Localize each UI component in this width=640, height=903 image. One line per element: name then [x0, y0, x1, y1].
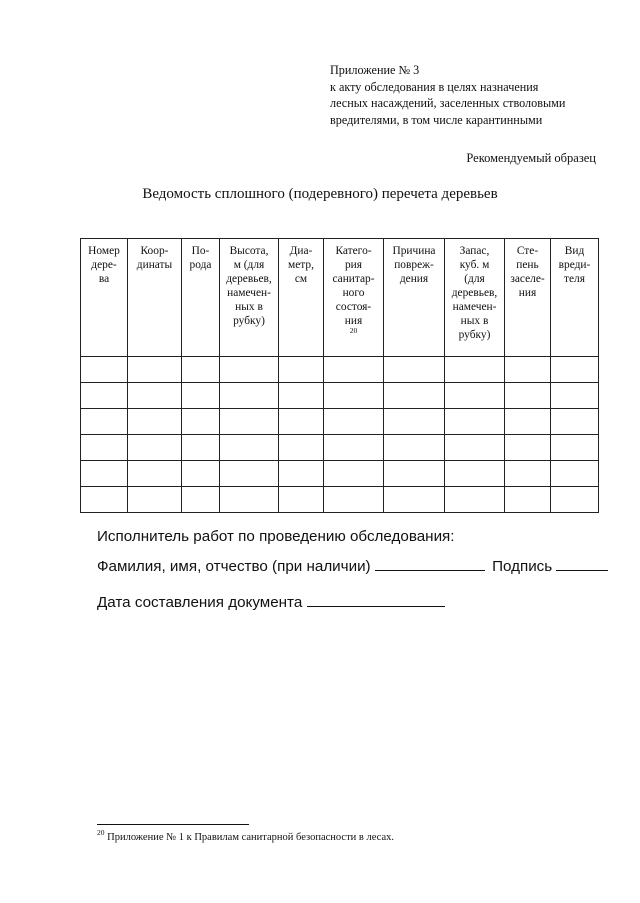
table-cell[interactable] — [384, 487, 445, 513]
table-row — [81, 383, 599, 409]
header-diameter: Диа- метр, см — [279, 239, 324, 357]
table-cell[interactable] — [505, 357, 551, 383]
table-cell[interactable] — [505, 487, 551, 513]
table-cell[interactable] — [324, 461, 384, 487]
table-cell[interactable] — [279, 435, 324, 461]
appendix-line: к акту обследования в целях назначения — [330, 79, 539, 94]
footnote-divider — [97, 824, 249, 825]
table-cell[interactable] — [279, 461, 324, 487]
table-cell[interactable] — [551, 435, 599, 461]
table-row — [81, 487, 599, 513]
table-cell[interactable] — [81, 435, 128, 461]
recommended-sample-label: Рекомендуемый образец — [466, 151, 596, 165]
executor-label: Исполнитель работ по проведению обследования: — [97, 528, 455, 545]
footnote — [97, 828, 394, 843]
table-cell[interactable] — [324, 409, 384, 435]
appendix-line: Приложение № 3 — [330, 63, 420, 77]
table-cell[interactable] — [505, 435, 551, 461]
name-signature-line — [97, 557, 608, 575]
full-name-field[interactable] — [375, 557, 485, 571]
table-cell[interactable] — [128, 461, 182, 487]
date-label: Дата составления документа — [97, 594, 303, 611]
full-name-label: Фамилия, имя, отчество (при наличии) — [97, 558, 371, 575]
table-cell[interactable] — [220, 435, 279, 461]
table-cell[interactable] — [445, 435, 505, 461]
table-cell[interactable] — [279, 409, 324, 435]
table-cell[interactable] — [279, 487, 324, 513]
table-cell[interactable] — [445, 461, 505, 487]
table-cell[interactable] — [182, 461, 220, 487]
table-cell[interactable] — [81, 383, 128, 409]
table-cell[interactable] — [551, 487, 599, 513]
table-cell[interactable] — [279, 357, 324, 383]
table-cell[interactable] — [384, 409, 445, 435]
table-cell[interactable] — [81, 357, 128, 383]
signature-field[interactable] — [556, 557, 608, 571]
appendix-line: вредителями, в том числе карантинными — [330, 112, 543, 127]
table-cell[interactable] — [445, 383, 505, 409]
table-cell[interactable] — [551, 383, 599, 409]
appendix-line: лесных насаждений, заселенных стволовыми — [330, 96, 566, 110]
table-cell[interactable] — [182, 487, 220, 513]
table-cell[interactable] — [384, 357, 445, 383]
table-cell[interactable] — [182, 409, 220, 435]
table-cell[interactable] — [324, 435, 384, 461]
header-species: По- рода — [182, 239, 220, 357]
header-sanitary-category: Катего- рия санитар- ного состоя- ния $^{20}$ — [324, 239, 384, 357]
table-header-row — [81, 239, 599, 357]
table-cell[interactable] — [551, 461, 599, 487]
table-cell[interactable] — [505, 461, 551, 487]
table-cell[interactable] — [128, 409, 182, 435]
table-cell[interactable] — [81, 461, 128, 487]
table-cell[interactable] — [182, 383, 220, 409]
table-cell[interactable] — [384, 383, 445, 409]
table-row — [81, 409, 599, 435]
table-cell[interactable] — [505, 409, 551, 435]
table-row — [81, 357, 599, 383]
header-pest-type: Вид вреди- теля — [551, 239, 599, 357]
table-cell[interactable] — [182, 357, 220, 383]
table-cell[interactable] — [384, 461, 445, 487]
header-coordinates: Коор- динаты — [128, 239, 182, 357]
date-field[interactable] — [307, 593, 445, 607]
header-height: Высота, м (для деревьев, намечен- ных в рубку) — [220, 239, 279, 357]
table-cell[interactable] — [81, 487, 128, 513]
tree-count-table — [80, 238, 599, 513]
footnote-text: Приложение № 1 к Правилам санитарной безопасности в лесах. — [107, 832, 394, 843]
table-row — [81, 461, 599, 487]
signature-label: Подпись — [492, 558, 553, 575]
table-cell[interactable] — [324, 487, 384, 513]
table-cell[interactable] — [220, 487, 279, 513]
header-stock: Запас, куб. м (для деревьев, намечен- ных в рубку) — [445, 239, 505, 357]
table-cell[interactable] — [128, 435, 182, 461]
table-cell[interactable] — [505, 383, 551, 409]
table-cell[interactable] — [220, 461, 279, 487]
table-cell[interactable] — [128, 487, 182, 513]
page-title: Ведомость сплошного (подеревного) перечета деревьев — [142, 186, 498, 202]
table-cell[interactable] — [128, 383, 182, 409]
table-cell[interactable] — [324, 383, 384, 409]
table-cell[interactable] — [551, 357, 599, 383]
table-cell[interactable] — [220, 409, 279, 435]
table-cell[interactable] — [445, 487, 505, 513]
table-cell[interactable] — [445, 409, 505, 435]
footnote-ref: 20 — [349, 326, 358, 335]
table-cell[interactable] — [279, 383, 324, 409]
table-cell[interactable] — [220, 383, 279, 409]
table-cell[interactable] — [324, 357, 384, 383]
table-cell[interactable] — [384, 435, 445, 461]
table-cell[interactable] — [128, 357, 182, 383]
table-cell[interactable] — [81, 409, 128, 435]
header-tree-number: Номер дере- ва — [81, 239, 128, 357]
table-row — [81, 435, 599, 461]
table-cell[interactable] — [182, 435, 220, 461]
date-line — [97, 593, 445, 611]
footnote-number: 20 — [97, 828, 105, 837]
header-damage-cause: Причина повреж- дения — [384, 239, 445, 357]
table-cell[interactable] — [551, 409, 599, 435]
table-cell[interactable] — [220, 357, 279, 383]
header-colonization-degree: Сте- пень заселе- ния — [505, 239, 551, 357]
table-cell[interactable] — [445, 357, 505, 383]
appendix-header — [330, 62, 630, 128]
